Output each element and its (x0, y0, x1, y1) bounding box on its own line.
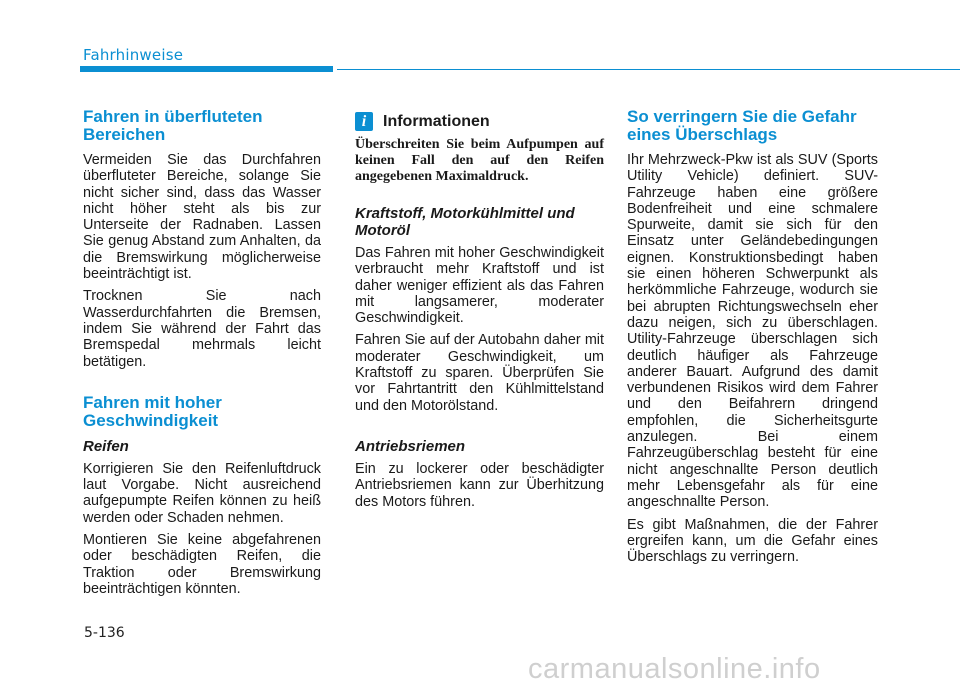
info-title: Informationen (383, 112, 490, 130)
column-3 (627, 108, 878, 571)
page-number: 5-136 (84, 625, 125, 641)
paragraph: Korrigieren Sie den Reifenluftdruck laut Vorgabe. Nicht ausreichend aufgepumpte Reifen können zu heiß werden oder Schaden nehmen. (83, 460, 321, 526)
column-1 (83, 108, 321, 603)
heading-high-speed: Fahren mit hoher Geschwindigkeit (83, 392, 222, 430)
paragraph: Ihr Mehrzweck-Pkw ist als SUV (Sports Utility Vehicle) definiert. SUV-Fahrzeuge haben eine größere Bodenfreiheit und eine schmalere Spurweite, damit sie sich für den Einsatz unter Geländebedingungen eignen. Konstruktionsbedingt haben sie einen höheren Schwerpunkt als herkömmliche Fahrzeuge, wodurch sie bei abrupten Richtungswechseln eher dazu neigen, sich zu überschlagen. Utility-Fahrzeuge überschlagen sich deutlich häufiger als Fahrzeuge anderer Bauart. Aufgrund des damit verbundenen Risikos wird dem Fahrer und den Beifahrern dringend empfohlen, die Sicherheitsgurte anzulegen. Bei einem Fahrzeugüberschlag besteht für eine nicht angeschnallte Person deutlich mehr Lebensgefahr als für eine angeschnallte Person. (627, 152, 878, 511)
column-2 (355, 108, 604, 516)
subheading-drive-belt: Antriebsriemen (355, 437, 466, 455)
paragraph: Ein zu lockerer oder beschädigter Antriebsriemen kann zur Überhitzung des Motors führen. (355, 460, 604, 510)
paragraph: Montieren Sie keine abgefahrenen oder beschädigten Reifen, die Traktion oder Bremswirkung beeinträchtigen könnten. (83, 532, 321, 597)
paragraph: Das Fahren mit hoher Geschwindigkeit verbraucht mehr Kraftstoff und ist daher weniger effizient als das Fahren mit langsamerer, moderater Geschwindigkeit. (355, 245, 604, 327)
subheading-tires: Reifen (83, 437, 129, 455)
paragraph: Trocknen Sie nach Wasserdurchfahrten die Bremsen, indem Sie während der Fahrt das Bremspedal mehrmals leicht betätigen. (83, 288, 321, 370)
heading-rollover: So verringern Sie die Gefahr eines Überschlags (627, 107, 857, 144)
paragraph: Es gibt Maßnahmen, die der Fahrer ergreifen kann, um die Gefahr eines Überschlags zu verringern. (627, 516, 878, 566)
info-header (355, 112, 604, 131)
info-icon: i (355, 112, 373, 131)
info-text: Überschreiten Sie beim Aufpumpen auf keinen Fall den auf den Reifen angegebenen Maximaldruck. (355, 137, 604, 184)
paragraph: Fahren Sie auf der Autobahn daher mit moderater Geschwindigkeit, um Kraftstoff zu sparen. Überprüfen Sie vor Fahrtantritt den Kühlmittelstand und den Motorölstand. (355, 332, 604, 414)
watermark: carmanualsonline.info (528, 653, 821, 685)
paragraph: Vermeiden Sie das Durchfahren überfluteter Bereiche, solange Sie nicht sicher sind, dass das Wasser nicht höher steht als bis zur Unterseite der Radnaben. Lassen Sie genug Abstand zum Anhalten, da die Bremswirkung möglicherweise beeinträchtigt ist. (83, 152, 321, 283)
subheading-fuel-coolant-oil: Kraftstoff, Motorkühlmittel und Motoröl (355, 205, 575, 239)
section-label: Fahrhinweise (83, 46, 184, 64)
header-rule-thick (80, 66, 333, 72)
heading-flooded-areas: Fahren in überfluteten Bereichen (83, 107, 263, 144)
header-rule-thin (337, 69, 960, 70)
